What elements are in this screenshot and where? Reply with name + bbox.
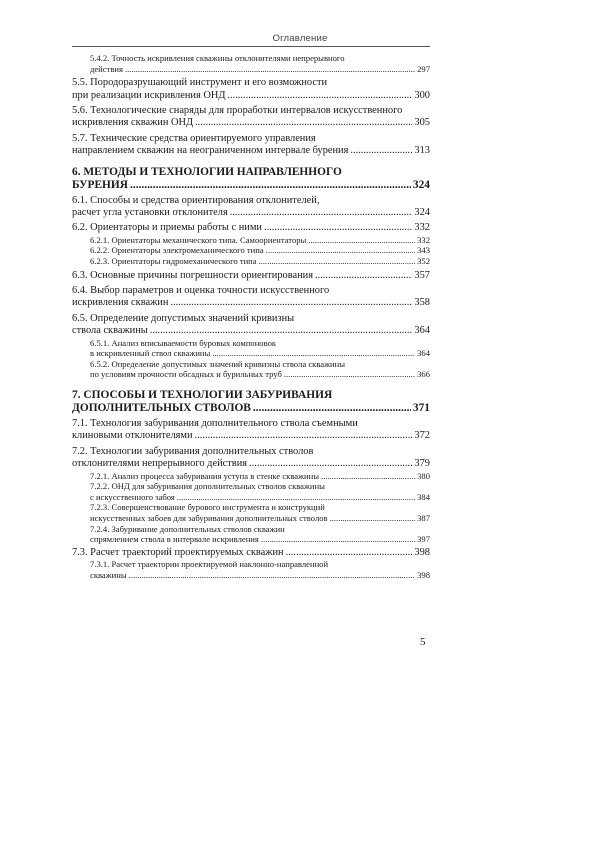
toc-entry-title-line: 6.5.2. Определение допустимых значений кривизны ствола скважины <box>90 358 345 369</box>
toc-entry-title-line: 7.2.4. Забуривание дополнительных стволов скважин <box>90 523 285 534</box>
toc-entry-title-line: в искривленный ствол скважины <box>90 348 211 359</box>
toc-entry-title-line: искусственных забоев для забуривания дополнительных стволов <box>90 513 328 524</box>
toc-entry[interactable] <box>72 446 430 471</box>
toc-entry[interactable] <box>72 133 430 158</box>
toc-entry-page: 398 <box>414 546 430 558</box>
toc-entry-page: 324 <box>414 207 430 219</box>
toc-entry-title-line: спрямлением ствола в интервале искривления <box>90 534 259 545</box>
toc-entry[interactable] <box>72 559 430 580</box>
toc-entry-title-line: при реализации искривления ОНД <box>72 89 226 101</box>
toc-entry[interactable] <box>72 256 430 267</box>
toc-entry[interactable] <box>72 481 430 502</box>
dot-leader <box>195 117 412 129</box>
dot-leader <box>230 207 413 219</box>
toc-entry-page: 384 <box>417 491 430 502</box>
toc-entry-page: 297 <box>417 63 430 74</box>
running-header-title: Оглавление <box>272 33 328 44</box>
dot-leader <box>130 179 411 192</box>
table-of-contents <box>72 53 430 580</box>
toc-entry-page: 300 <box>414 89 430 101</box>
toc-entry-title-line: 6.2.1. Ориентаторы механического типа. Самоориентаторы <box>90 234 307 245</box>
toc-entry[interactable] <box>72 222 430 234</box>
dot-leader <box>177 492 415 503</box>
dot-leader <box>266 245 415 256</box>
dot-leader <box>227 90 412 102</box>
toc-entry-title-line: 5.4.2. Точность искривления скважины отклонителями непрерывного <box>90 53 345 63</box>
toc-entry[interactable] <box>72 359 430 380</box>
toc-entry-page: 371 <box>412 402 430 415</box>
dot-leader <box>308 235 415 246</box>
dot-leader <box>253 402 411 415</box>
toc-entry-title-line: 6.2.2. Ориентаторы электромеханического типа <box>90 245 264 256</box>
dot-leader <box>261 534 415 545</box>
toc-entry[interactable] <box>72 502 430 523</box>
toc-entry-title-line: 7. СПОСОБЫ И ТЕХНОЛОГИИ ЗАБУРИВАНИЯ <box>72 389 333 402</box>
toc-entry-title-line: 6.4. Выбор параметров и оценка точности искусственного <box>72 285 330 297</box>
toc-entry-title-line: 7.3.1. Расчет траектории проектируемой наклонно-направленной <box>90 559 329 570</box>
dot-leader <box>286 547 413 559</box>
toc-entry-title-line: 6.3. Основные причины погрешности ориентирования <box>72 269 314 281</box>
toc-entry-page: 352 <box>417 256 430 267</box>
toc-entry-title-line: 5.7. Технические средства ориентируемого управления <box>72 132 316 144</box>
toc-entry[interactable] <box>72 195 430 220</box>
toc-entry-title-line: 6.5.1. Анализ вписываемости буровых компоновок <box>90 337 277 348</box>
toc-entry-page: 358 <box>414 297 430 309</box>
toc-entry-title-line: ствола скважины <box>72 325 148 337</box>
toc-entry[interactable] <box>72 166 430 192</box>
toc-entry[interactable] <box>72 524 430 545</box>
toc-entry-title-line: с искусственного забоя <box>90 491 175 502</box>
toc-entry-title-line: расчет угла установки отклонителя <box>72 207 228 219</box>
toc-entry-page: 305 <box>414 117 430 129</box>
toc-entry-page: 398 <box>417 569 430 580</box>
toc-entry[interactable] <box>72 313 430 338</box>
toc-entry-page: 397 <box>417 534 430 545</box>
toc-entry[interactable] <box>72 270 430 282</box>
toc-entry-title-line: ДОПОЛНИТЕЛЬНЫХ СТВОЛОВ <box>72 402 251 415</box>
dot-leader <box>170 297 412 309</box>
dot-leader <box>195 430 413 442</box>
toc-entry-page: 313 <box>414 145 430 157</box>
toc-entry-title-line: 7.2.3. Совершенствование бурового инструмента и конструкций <box>90 502 325 513</box>
toc-entry-page: 364 <box>414 325 430 337</box>
toc-entry-page: 387 <box>417 513 430 524</box>
toc-entry[interactable] <box>72 471 430 482</box>
toc-entry-title-line: действия <box>90 63 123 74</box>
toc-entry[interactable] <box>72 389 430 415</box>
dot-leader <box>249 458 412 470</box>
toc-entry-title-line: 6.5. Определение допустимых значений кривизны <box>72 312 295 324</box>
toc-entry-page: 357 <box>414 269 430 281</box>
toc-entry-title-line: по условиям прочности обсадных и бурильных труб <box>90 369 282 380</box>
toc-entry-title-line: 6. МЕТОДЫ И ТЕХНОЛОГИИ НАПРАВЛЕННОГО <box>72 165 342 178</box>
dot-leader <box>259 256 416 267</box>
toc-entry-page: 343 <box>417 245 430 256</box>
toc-entry[interactable] <box>72 245 430 256</box>
toc-entry-title-line: клиновыми отклонителями <box>72 430 193 442</box>
toc-entry-page: 380 <box>417 470 430 481</box>
toc-entry-title-line: БУРЕНИЯ <box>72 178 128 191</box>
toc-entry[interactable] <box>72 53 430 74</box>
dot-leader <box>212 348 415 359</box>
toc-entry[interactable] <box>72 418 430 443</box>
dot-leader <box>150 325 413 337</box>
page-number: 5 <box>420 636 426 648</box>
toc-entry-title-line: 7.2.2. ОНД для забуривания дополнительных стволов скважины <box>90 481 325 492</box>
dot-leader <box>284 369 415 380</box>
toc-entry[interactable] <box>72 338 430 359</box>
toc-entry-page: 364 <box>417 348 430 359</box>
toc-entry[interactable] <box>72 105 430 130</box>
toc-entry-title-line: 7.2. Технологии забуривания дополнительных стволов <box>72 445 314 457</box>
dot-leader <box>264 222 412 234</box>
toc-entry[interactable] <box>72 235 430 246</box>
toc-entry-page: 379 <box>414 458 430 470</box>
toc-entry-title-line: 6.2.3. Ориентаторы гидромеханического типа <box>90 256 257 267</box>
header-rule <box>72 46 430 47</box>
toc-entry-title-line: отклонителями непрерывного действия <box>72 458 248 470</box>
toc-entry-page: 372 <box>414 430 430 442</box>
toc-entry[interactable] <box>72 547 430 559</box>
toc-entry-page: 332 <box>414 222 430 234</box>
dot-leader <box>350 145 412 157</box>
toc-entry[interactable] <box>72 285 430 310</box>
toc-entry[interactable] <box>72 77 430 102</box>
dot-leader <box>315 270 412 282</box>
toc-entry-title-line: 7.1. Технология забуривания дополнительного ствола съемными <box>72 418 358 430</box>
toc-entry-title-line: искривления скважин <box>72 297 169 309</box>
dot-leader <box>129 570 415 581</box>
toc-entry-title-line: 6.2. Ориентаторы и приемы работы с ними <box>72 222 262 234</box>
toc-entry-title-line: скважины <box>90 569 127 580</box>
toc-entry-page: 332 <box>417 234 430 245</box>
dot-leader <box>125 64 415 75</box>
toc-entry-title-line: 5.6. Технологические снаряды для проработки интервалов искусственного <box>72 105 403 116</box>
toc-entry-title-line: искривления скважин ОНД <box>72 117 194 129</box>
toc-entry-page: 366 <box>417 369 430 380</box>
toc-entry-title-line: 5.5. Породоразрушающий инструмент и его возможности <box>72 77 328 89</box>
toc-entry-title-line: направлением скважин на неограниченном интервале бурения <box>72 145 349 157</box>
toc-entry-title-line: 6.1. Способы и средства ориентирования отклонителей, <box>72 194 320 206</box>
dot-leader <box>330 513 416 524</box>
toc-entry-title-line: 7.3. Расчет траекторий проектируемых скважин <box>72 546 284 558</box>
toc-entry-page: 324 <box>412 178 430 191</box>
toc-entry-title-line: 7.2.1. Анализ процесса забуривания уступа в стенке скважины <box>90 470 320 481</box>
dot-leader <box>321 471 415 482</box>
